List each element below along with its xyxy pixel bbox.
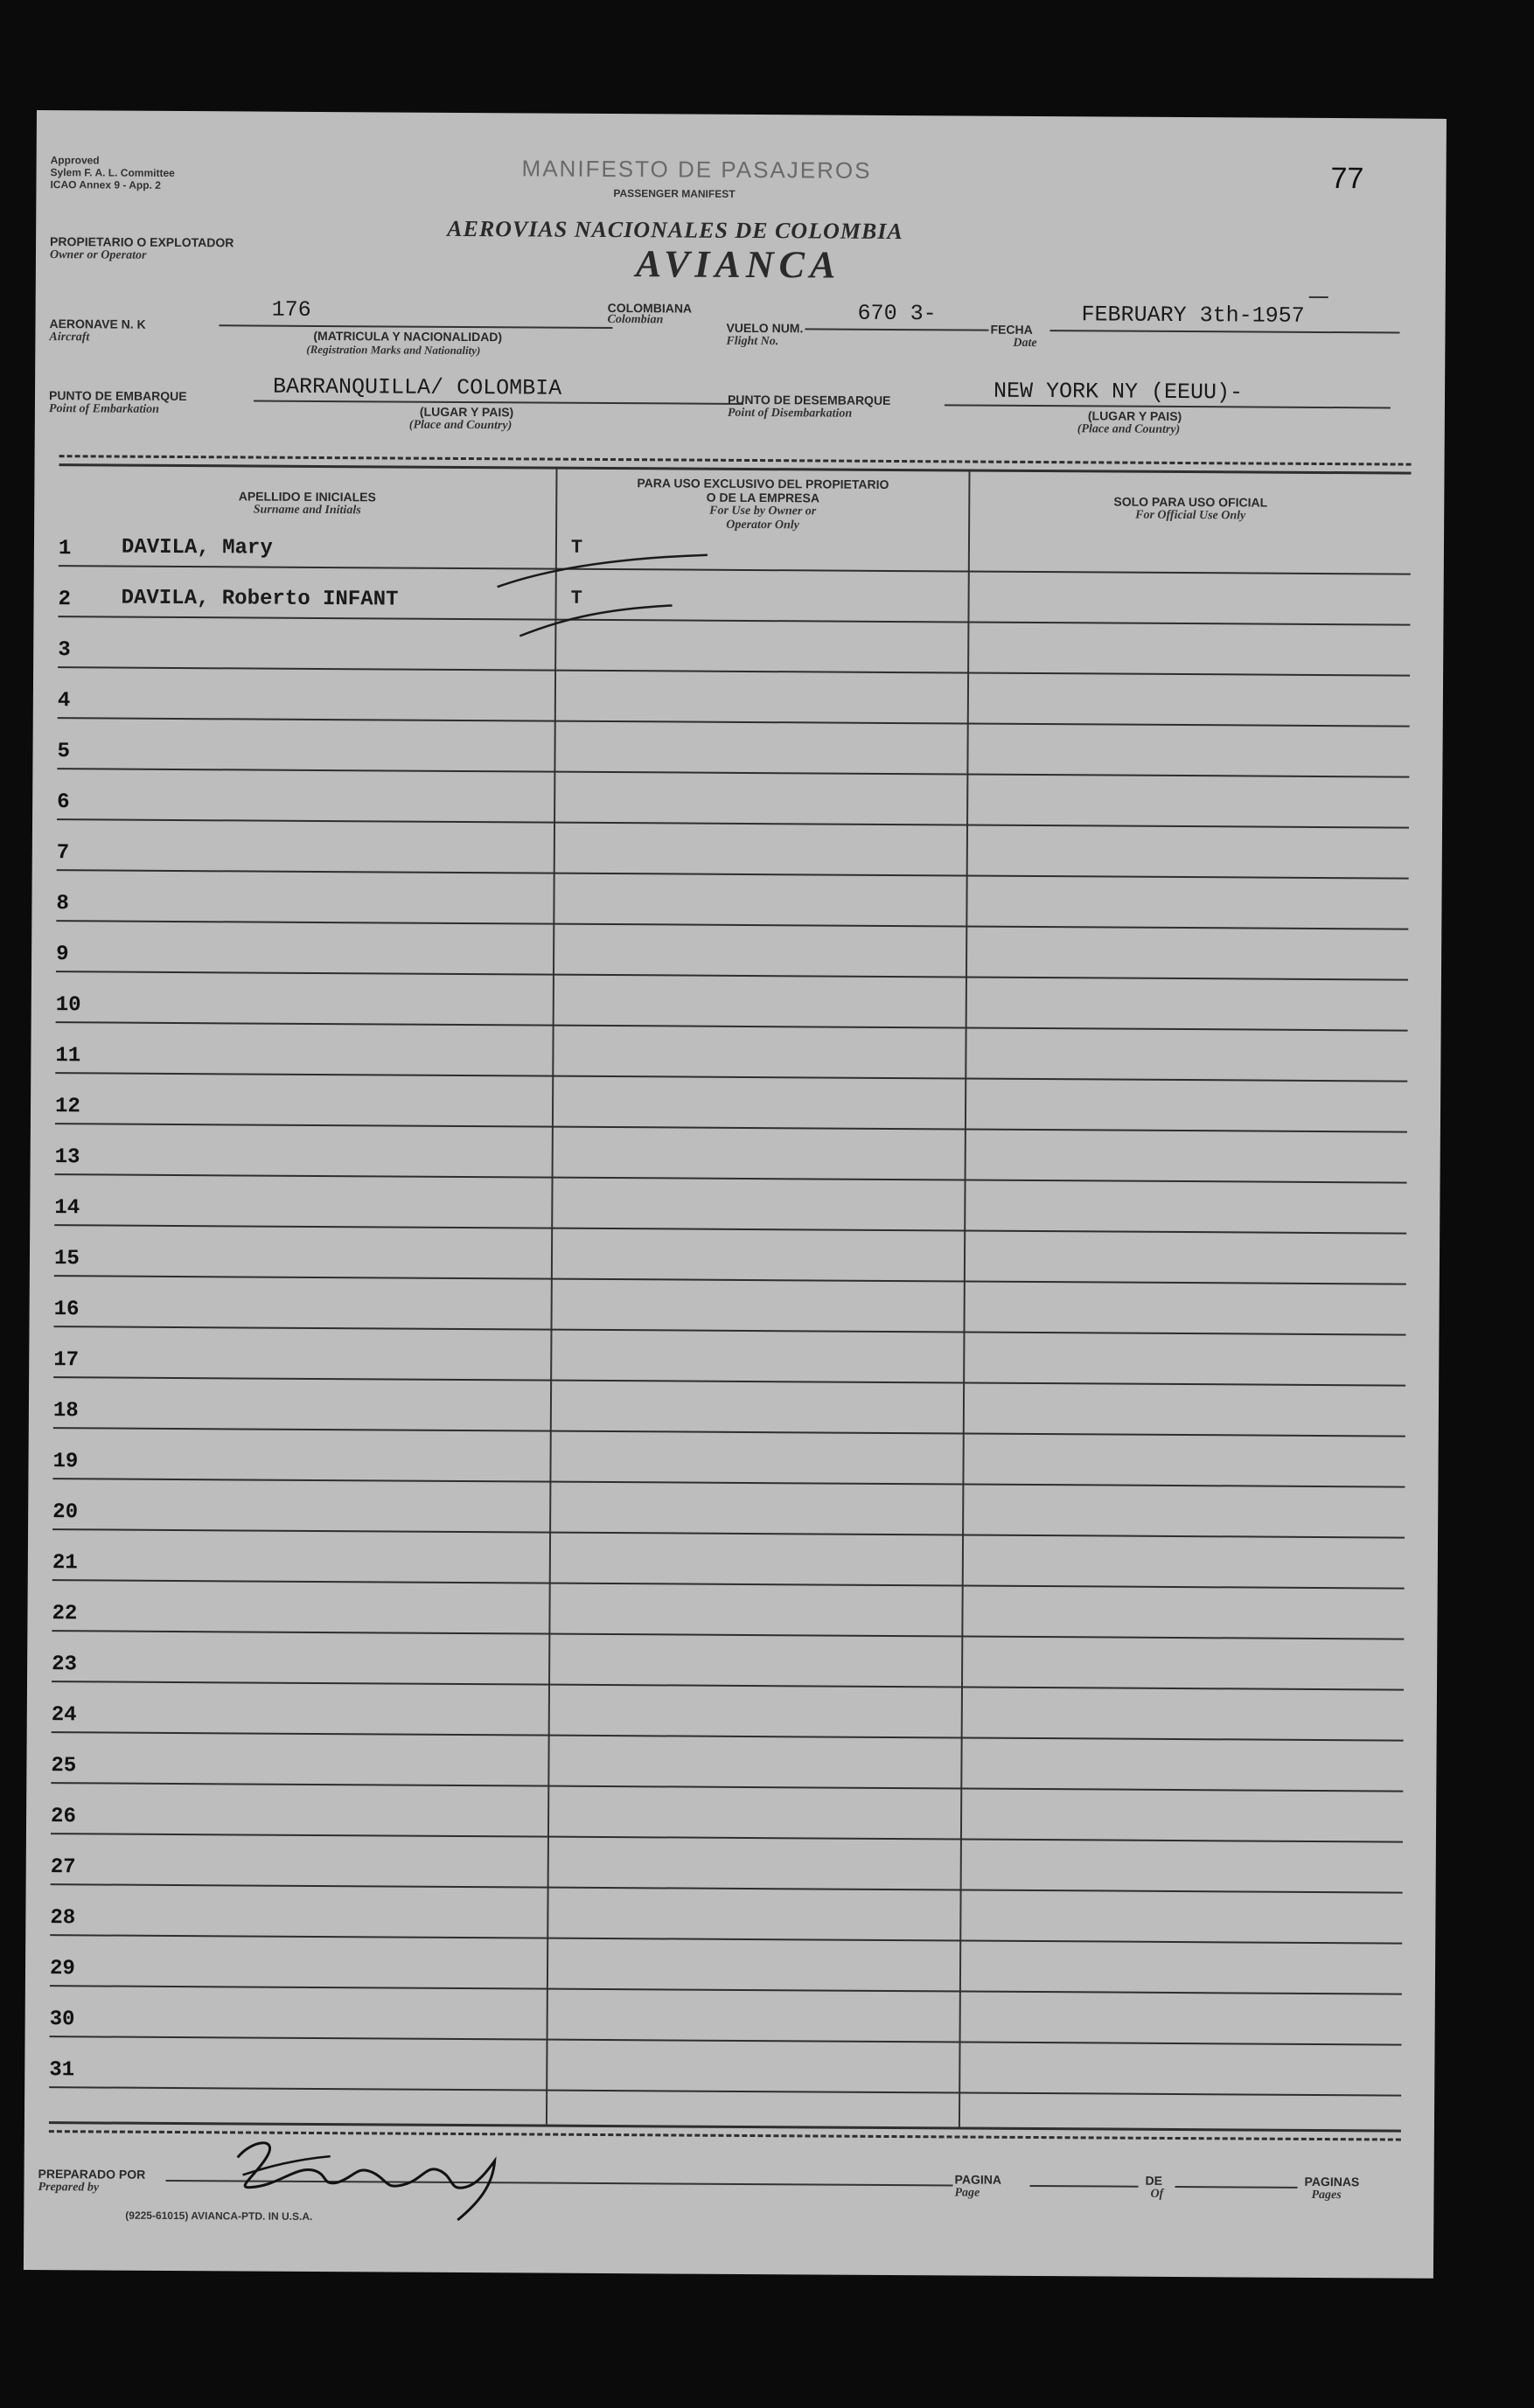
column-divider-1 (546, 469, 558, 2125)
flight-underline (805, 328, 988, 331)
row-line (52, 1528, 1405, 1538)
operator-sub-1: For Use by Owner or (709, 504, 817, 518)
pages-sub: Pages (1311, 2188, 1342, 2203)
operator-header (557, 476, 968, 534)
row-line (56, 920, 1408, 929)
column-divider-2 (959, 471, 971, 2127)
date-label: FECHA (990, 322, 1033, 337)
row-line (55, 1173, 1407, 1183)
approved-line-3: ICAO Annex 9 - App. 2 (50, 178, 161, 191)
flight-sub: Flight No. (726, 334, 779, 349)
disembark-place-label: (LUGAR Y PAIS) (1087, 408, 1182, 424)
row-line (57, 818, 1409, 828)
date-sub: Date (1013, 336, 1037, 350)
row-line (58, 616, 1410, 625)
embark-value: BARRANQUILLA/ COLOMBIA (272, 373, 562, 401)
approved-line-1: Approved (50, 154, 100, 167)
airline-name: AEROVIAS NACIONALES DE COLOMBIA (447, 215, 903, 245)
disembark-sub: Point of Disembarkation (727, 406, 853, 421)
operator-label-2: O DE LA EMPRESA (706, 490, 820, 505)
surname-label: APELLIDO E INICIALES (238, 489, 376, 505)
row-number: 3 (58, 638, 71, 663)
embark-place-label: (LUGAR Y PAIS) (419, 404, 514, 420)
row-number: 9 (56, 943, 69, 967)
row-line (58, 717, 1410, 727)
nationality-label: COLOMBIANA (607, 300, 693, 316)
embark-underline (254, 400, 743, 405)
airline-brand: AVIANCA (635, 242, 841, 287)
row-number: 28 (50, 1906, 76, 1931)
row-line (56, 971, 1408, 980)
row-line (51, 1833, 1403, 1842)
row-number: 11 (55, 1044, 81, 1068)
row-number: 7 (56, 841, 70, 866)
owner-sub: Owner or Operator (49, 248, 147, 262)
row-number: 25 (51, 1754, 77, 1778)
passenger-name: DAVILA, Roberto INFANT (121, 586, 399, 612)
page-label: PAGINA (954, 2172, 1002, 2187)
row-line (52, 1579, 1405, 1589)
page-underline (1030, 2185, 1139, 2188)
row-line (50, 2036, 1402, 2045)
row-number: 22 (52, 1602, 78, 1626)
row-line (57, 869, 1409, 879)
disembark-place-sub: (Place and Country) (1077, 422, 1181, 436)
date-underline (1049, 330, 1399, 333)
row-line (52, 1630, 1404, 1639)
registration-label: (MATRICULA Y NACIONALIDAD) (313, 328, 503, 344)
flight-label: VUELO NUM. (726, 320, 804, 336)
embark-sub: Point of Embarkation (48, 402, 159, 416)
row-line (54, 1224, 1406, 1234)
passenger-name: DAVILA, Mary (121, 535, 273, 560)
row-line (59, 565, 1411, 574)
official-header (970, 494, 1411, 525)
table-top-line (59, 463, 1412, 474)
row-number: 14 (54, 1196, 80, 1221)
row-line (57, 768, 1409, 777)
row-line (50, 1934, 1402, 1944)
row-line (54, 1275, 1406, 1284)
manifest-page (24, 110, 1447, 2279)
row-number: 4 (57, 689, 71, 713)
prepared-label: PREPARADO POR (38, 2167, 146, 2182)
disembark-label: PUNTO DE DESEMBARQUE (727, 392, 891, 407)
operator-mark: T (570, 536, 583, 559)
registration-sub: (Registration Marks and Nationality) (306, 342, 481, 358)
row-number: 27 (50, 1855, 76, 1880)
row-number: 2 (58, 588, 72, 612)
row-line (50, 1985, 1402, 1994)
row-number: 20 (52, 1500, 79, 1525)
pages-label: PAGINAS (1304, 2174, 1360, 2189)
row-number: 12 (54, 1095, 80, 1119)
row-number: 18 (52, 1399, 79, 1423)
of-sub: Of (1150, 2187, 1164, 2201)
official-label: SOLO PARA USO OFICIAL (1113, 494, 1268, 510)
row-line (52, 1731, 1404, 1741)
row-line (51, 1883, 1403, 1893)
row-line (55, 1123, 1407, 1132)
operator-sub-2: Operator Only (726, 518, 799, 532)
row-number: 19 (52, 1450, 79, 1474)
row-number: 26 (50, 1805, 76, 1829)
official-sub: For Official Use Only (1135, 508, 1246, 523)
disembark-underline (945, 404, 1391, 408)
embark-label: PUNTO DE EMBARQUE (48, 388, 187, 404)
nationality-sub: Colombian (607, 312, 664, 327)
of-underline (1175, 2186, 1298, 2189)
row-number: 16 (53, 1298, 80, 1322)
row-line (53, 1427, 1405, 1437)
row-number: 30 (49, 2008, 75, 2032)
row-number: 23 (52, 1653, 78, 1677)
row-number: 13 (54, 1145, 80, 1170)
aircraft-underline (219, 324, 612, 329)
row-number: 17 (53, 1348, 80, 1373)
row-number: 29 (49, 1957, 75, 1981)
aircraft-label: AERONAVE N. K (49, 317, 146, 331)
row-line (56, 1021, 1408, 1031)
form-subtitle: PASSENGER MANIFEST (613, 187, 736, 200)
row-line (53, 1376, 1405, 1386)
row-number: 31 (49, 2058, 75, 2083)
form-title: MANIFESTO DE PASAJEROS (521, 155, 872, 184)
row-number: 8 (56, 892, 69, 916)
dash-mark (1309, 296, 1328, 298)
pen-strokes (471, 550, 716, 639)
prepared-sub: Prepared by (38, 2181, 100, 2195)
row-number: 15 (53, 1247, 80, 1271)
approved-line-2: Sylem F. A. L. Committee (50, 166, 175, 179)
row-number: 5 (57, 740, 71, 764)
row-number: 1 (58, 537, 72, 561)
row-line (55, 1072, 1407, 1082)
page-number: 77 (1330, 162, 1364, 196)
page-sub: Page (954, 2186, 980, 2200)
operator-mark: T (570, 587, 582, 609)
row-number: 21 (52, 1551, 78, 1576)
aircraft-sub: Aircraft (49, 331, 90, 344)
printer-note: (9225-61015) AVIANCA-PTD. IN U.S.A. (125, 2209, 313, 2223)
surname-sub: Surname and Initials (253, 503, 361, 518)
embark-place-sub: (Place and Country) (408, 418, 512, 433)
row-number: 10 (55, 993, 81, 1018)
row-line (51, 1782, 1403, 1792)
operator-label-1: PARA USO EXCLUSIVO DEL PROPIETARIO (637, 476, 889, 491)
of-label: DE (1145, 2173, 1163, 2188)
owner-label: PROPIETARIO O EXPLOTADOR (50, 234, 234, 250)
row-line (53, 1326, 1405, 1335)
date-value: FEBRUARY 3th-1957 (1081, 302, 1305, 329)
row-number: 24 (51, 1703, 77, 1728)
surname-header (59, 488, 555, 518)
aircraft-value: 176 (271, 296, 311, 323)
row-line (52, 1681, 1404, 1690)
row-line (52, 1478, 1405, 1487)
flight-value: 670 3- (857, 300, 937, 327)
row-line (58, 666, 1410, 676)
row-number: 6 (57, 790, 70, 815)
row-line (49, 2086, 1401, 2096)
disembark-value: NEW YORK NY (EEUU)- (993, 378, 1244, 406)
